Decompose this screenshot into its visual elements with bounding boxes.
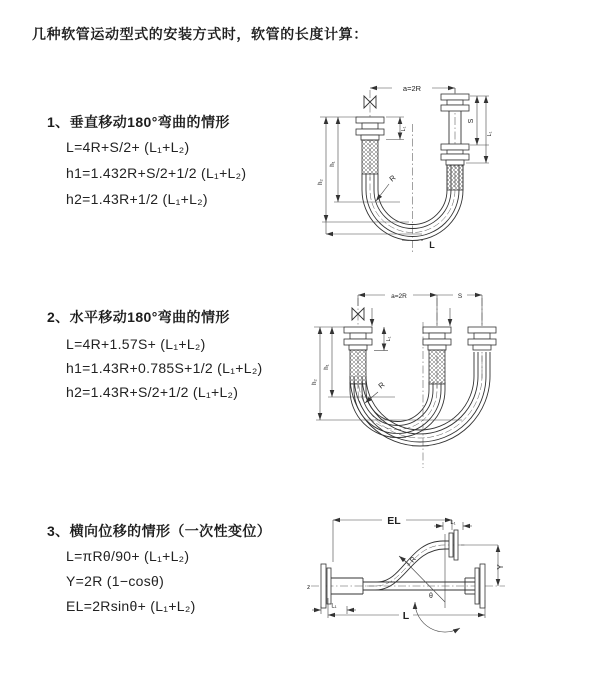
dim-l-label: L — [402, 610, 410, 622]
dim-l1-right-label: L₁ — [487, 131, 493, 137]
section3-formula-y: Y=2R (1−cosθ) — [66, 573, 165, 589]
section2-heading: 2、水平移动180°弯曲的情形 — [47, 309, 230, 325]
diagram-lateral-displacement — [305, 506, 600, 661]
radius-label: R — [409, 555, 418, 565]
radius-label: R — [376, 380, 387, 391]
centerlines — [370, 88, 455, 254]
dim-h1-label: h₁ — [324, 364, 330, 370]
braided-section — [429, 350, 445, 384]
page-title: 几种软管运动型式的安装方式时，软管的长度计算： — [32, 26, 368, 42]
dim-h2-label: h₂ — [312, 379, 318, 385]
section2-formula-l: L=4R+1.57S+ (L₁+L₂) — [66, 336, 206, 352]
axis-break-mark: z — [307, 584, 311, 591]
dim-l-label: L — [429, 240, 435, 250]
braided-section — [447, 165, 463, 190]
dimension-lines — [312, 514, 498, 620]
radius-label: R — [387, 173, 398, 184]
left-flange-assembly — [344, 327, 372, 384]
section3-formula-el: EL=2Rsinθ+ (L₁+L₂) — [66, 598, 196, 614]
section1-formula-h1: h1=1.432R+S/2+1/2 (L₁+L₂) — [66, 165, 247, 181]
section2-formula-h2: h2=1.43R+S/2+1/2 (L₁+L₂) — [66, 384, 239, 400]
section1-formula-l: L=4R+S/2+ (L₁+L₂) — [66, 139, 190, 155]
braided-section — [362, 140, 378, 174]
dim-s-label: S — [468, 118, 475, 124]
angle-theta-label: θ — [429, 593, 433, 600]
section1-formula-h2: h2=1.43R+1/2 (L₁+L₂) — [66, 191, 208, 207]
dim-el-label: EL — [387, 515, 401, 527]
diagram-vertical-180-bend — [312, 72, 547, 262]
middle-flange-assembly — [423, 327, 451, 384]
dim-l1-left-label: L₁ — [401, 126, 407, 132]
right-flange-assembly — [468, 327, 496, 350]
diagram-horizontal-180-bend — [310, 282, 550, 474]
section1-heading: 1、垂直移动180°弯曲的情形 — [47, 114, 230, 130]
dimension-lines — [314, 290, 482, 420]
braided-section — [350, 350, 366, 384]
dim-l1-label: L₁ — [386, 336, 392, 342]
section2-formula-h1: h1=1.43R+0.785S+1/2 (L₁+L₂) — [66, 360, 263, 376]
section3-heading: 3、横向位移的情形（一次性变位） — [47, 523, 272, 539]
dim-h2-label: h₂ — [318, 179, 324, 185]
dim-y-label: Y — [496, 564, 505, 570]
dim-l1-top-label: L₁ — [450, 520, 456, 526]
dim-a2r-label: a=2R — [402, 84, 422, 93]
dim-l1-bottom-label: L₁ — [331, 603, 337, 610]
lower-right-flange — [475, 564, 485, 608]
dim-h1-label: h₁ — [330, 161, 336, 167]
section3-formula-l: L=πRθ/90+ (L₁+L₂) — [66, 548, 190, 564]
dim-a2r-label: a=2R — [391, 293, 407, 300]
left-flange-assembly — [356, 117, 384, 174]
dim-s-label: S — [457, 293, 463, 300]
